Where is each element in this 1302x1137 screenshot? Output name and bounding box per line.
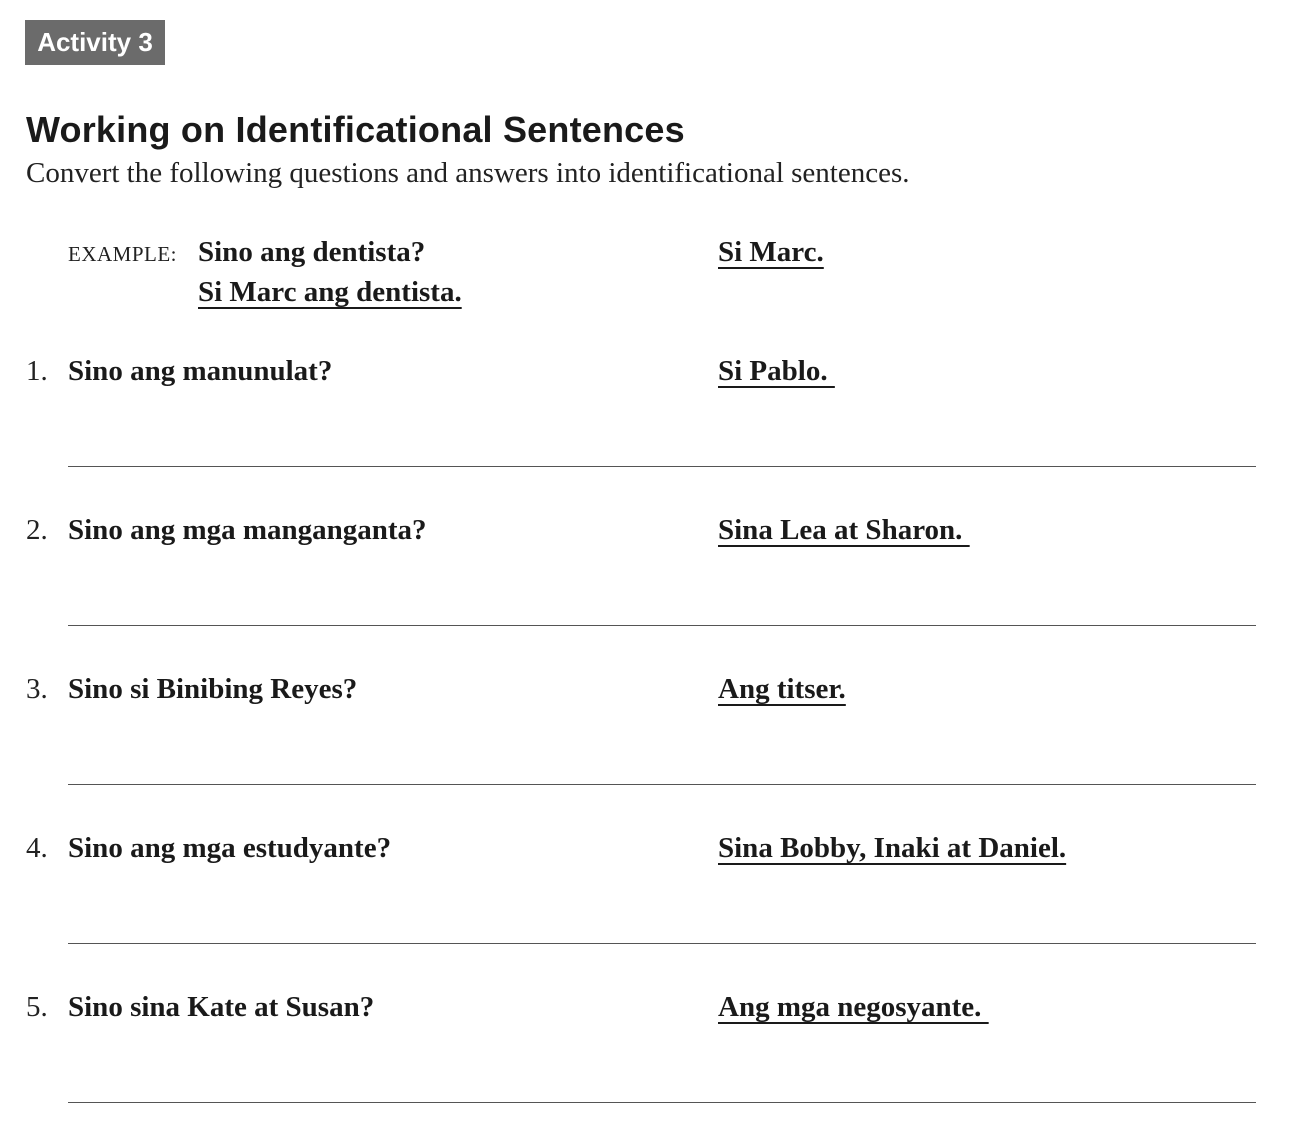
item-number: 2. xyxy=(26,514,48,546)
item-answer: Si Pablo. xyxy=(718,355,835,387)
item-question: Sino si Binibing Reyes? xyxy=(68,673,358,705)
page-title: Working on Identificational Sentences xyxy=(26,109,685,150)
item-answer: Ang titser. xyxy=(718,673,846,705)
activity-badge: Activity 3 xyxy=(25,20,165,65)
item-question: Sino ang manunulat? xyxy=(68,355,333,387)
item-question: Sino ang mga estudyante? xyxy=(68,832,392,864)
example-sentence: Si Marc ang dentista. xyxy=(198,276,462,308)
instructions: Convert the following questions and answers into identificational sentences. xyxy=(26,157,910,189)
item-number: 1. xyxy=(26,355,48,387)
answer-writing-line[interactable] xyxy=(68,466,1256,467)
example-label: EXAMPLE: xyxy=(68,242,177,266)
item-number: 4. xyxy=(26,832,48,864)
answer-writing-line[interactable] xyxy=(68,625,1256,626)
item-question: Sino sina Kate at Susan? xyxy=(68,991,375,1023)
item-answer: Sina Lea at Sharon. xyxy=(718,514,970,546)
item-answer: Sina Bobby, Inaki at Daniel. xyxy=(718,832,1067,864)
answer-writing-line[interactable] xyxy=(68,943,1256,944)
example-question: Sino ang dentista? xyxy=(198,236,426,268)
item-question: Sino ang mga manganganta? xyxy=(68,514,427,546)
item-number: 5. xyxy=(26,991,48,1023)
answer-writing-line[interactable] xyxy=(68,1102,1256,1103)
item-number: 3. xyxy=(26,673,48,705)
answer-writing-line[interactable] xyxy=(68,784,1256,785)
example-answer: Si Marc. xyxy=(718,236,824,268)
item-answer: Ang mga negosyante. xyxy=(718,991,989,1023)
